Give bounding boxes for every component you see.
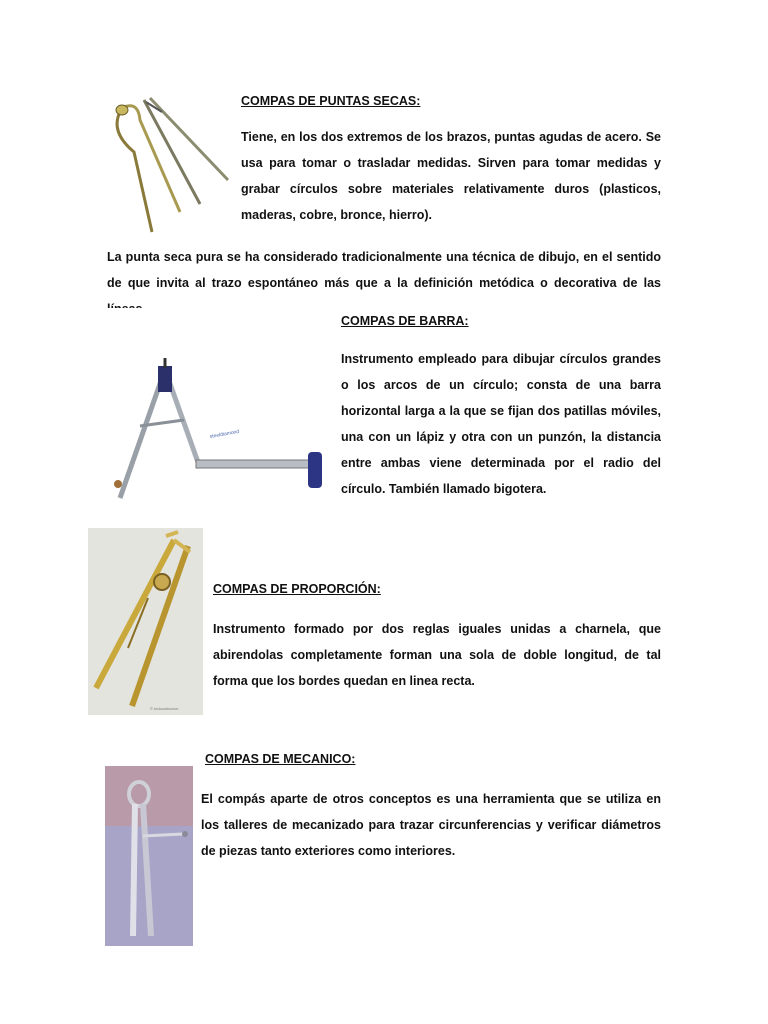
svg-text:© todocoleccion: © todocoleccion — [150, 706, 179, 711]
section-body: Tiene, en los dos extremos de los brazos, puntas agudas de acero. Se usa para tomar o trasladar medidas. Sirven para tomar medidas y grabar círculos sobre materiales relativamente duros (plasticos, maderas, cobre, bronce, hierro). — [241, 130, 661, 222]
mechanic-compass-image — [105, 766, 193, 946]
svg-text:steeldiamond: steeldiamond — [209, 428, 240, 440]
section-heading: COMPAS DE BARRA: — [341, 314, 469, 328]
section-body: Instrumento empleado para dibujar círculos grandes o los arcos de un círculo; consta de una barra horizontal larga a la que se fijan dos patillas móviles, una con un lápiz y otra con un punzón, la distancia entre ambas viene determinada por el radio del círculo. También llamado bigotera. — [341, 352, 661, 496]
section-heading: COMPAS DE PUNTAS SECAS: — [241, 94, 421, 108]
section-body: Instrumento formado por dos reglas iguales unidas a charnela, que abirendolas completamente forman una sola de doble longitud, de tal forma que los bordes quedan en linea recta. — [213, 622, 661, 688]
section-heading: COMPAS DE MECANICO: — [205, 752, 356, 766]
proportional-compass-image — [88, 528, 203, 715]
section-heading: COMPAS DE PROPORCIÓN: — [213, 582, 381, 596]
note-paragraph: La punta seca pura se ha considerado tradicionalmente una técnica de dibujo, en el sentido de que invita al trazo espontáneo más que a la definición metódica o decorativa de las — [107, 250, 661, 290]
section-body: El compás aparte de otros conceptos es una herramienta que se utiliza en los talleres de mecanizado para trazar circunferencias y verificar diámetros de piezas tanto exteriores como interiores. — [201, 792, 661, 858]
beam-compass-image — [104, 308, 330, 542]
dry-point-compass-image — [100, 92, 232, 234]
